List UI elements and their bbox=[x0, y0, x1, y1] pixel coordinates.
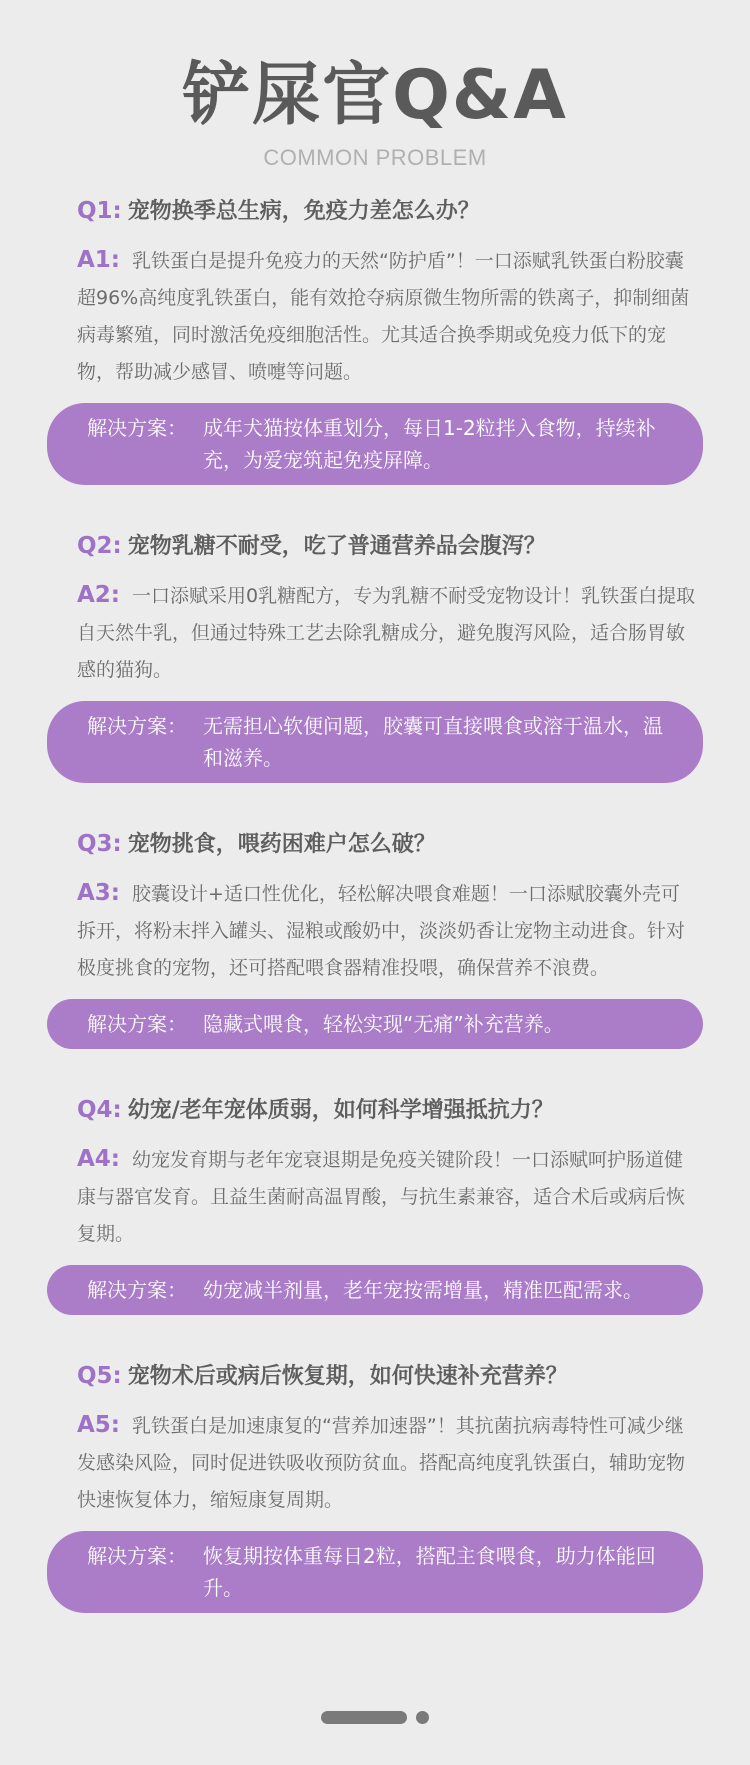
solution-pill bbox=[47, 1265, 703, 1315]
qa-list bbox=[47, 194, 703, 1613]
question-tag: Q3: bbox=[77, 831, 122, 857]
question-text: 宠物换季总生病，免疫力差怎么办？ bbox=[127, 199, 480, 224]
answer-block bbox=[77, 875, 697, 987]
solution-text: 恢复期按体重每日2粒，搭配主食喂食，助力体能回升。 bbox=[203, 1544, 656, 1600]
carousel-indicator bbox=[0, 1711, 750, 1724]
solution-pill bbox=[47, 999, 703, 1049]
question-row bbox=[77, 1359, 703, 1395]
question-row bbox=[77, 1093, 703, 1129]
question-tag: Q2: bbox=[77, 533, 122, 559]
answer-tag: A5: bbox=[77, 1412, 121, 1438]
answer-text: 一口添赋采用0乳糖配方，专为乳糖不耐受宠物设计！乳铁蛋白提取自天然牛乳，但通过特殊工艺去除乳糖成分，避免腹泻风险，适合肠胃敏感的猫狗。 bbox=[77, 585, 696, 681]
solution-pill bbox=[47, 701, 703, 783]
question-text: 幼宠/老年宠体质弱，如何科学增强抵抗力？ bbox=[127, 1098, 554, 1123]
answer-tag: A2: bbox=[77, 582, 121, 608]
solution-label: 解决方案： bbox=[87, 1544, 187, 1568]
qa-item bbox=[47, 529, 703, 783]
question-text: 宠物术后或病后恢复期，如何快速补充营养？ bbox=[127, 1364, 568, 1389]
answer-tag: A3: bbox=[77, 880, 121, 906]
qa-item bbox=[47, 827, 703, 1049]
question-text: 宠物乳糖不耐受，吃了普通营养品会腹泻？ bbox=[127, 534, 546, 559]
solution-text: 隐藏式喂食，轻松实现“无痛”补充营养。 bbox=[203, 1012, 564, 1036]
answer-text: 乳铁蛋白是提升免疫力的天然“防护盾”！一口添赋乳铁蛋白粉胶囊超96%高纯度乳铁蛋白，能有效抢夺病原微生物所需的铁离子，抑制细菌病毒繁殖，同时激活免疫细胞活性。尤其适合换季期或免疫力低下的宠物，帮助减少感冒、喷嚏等问题。 bbox=[77, 250, 690, 383]
solution-label: 解决方案： bbox=[87, 1278, 187, 1302]
question-tag: Q4: bbox=[77, 1097, 122, 1123]
indicator-active-bar[interactable] bbox=[321, 1711, 407, 1724]
indicator-dot[interactable] bbox=[416, 1711, 429, 1724]
question-row bbox=[77, 194, 703, 230]
solution-text: 无需担心软便问题，胶囊可直接喂食或溶于温水，温和滋养。 bbox=[203, 714, 663, 770]
qa-item bbox=[47, 1093, 703, 1315]
solution-text: 成年犬猫按体重划分，每日1-2粒拌入食物，持续补充，为爱宠筑起免疫屏障。 bbox=[203, 416, 656, 472]
question-row bbox=[77, 827, 703, 863]
solution-label: 解决方案： bbox=[87, 416, 187, 440]
question-tag: Q1: bbox=[77, 198, 122, 224]
answer-block bbox=[77, 242, 697, 391]
qa-item bbox=[47, 1359, 703, 1613]
page-subtitle: COMMON PROBLEM bbox=[263, 145, 487, 170]
question-tag: Q5: bbox=[77, 1363, 122, 1389]
answer-block bbox=[77, 577, 697, 689]
solution-text: 幼宠减半剂量，老年宠按需增量，精准匹配需求。 bbox=[203, 1278, 643, 1302]
answer-block bbox=[77, 1407, 697, 1519]
answer-text: 乳铁蛋白是加速康复的“营养加速器”！其抗菌抗病毒特性可减少继发感染风险，同时促进铁吸收预防贫血。搭配高纯度乳铁蛋白，辅助宠物快速恢复体力，缩短康复周期。 bbox=[77, 1415, 686, 1511]
answer-block bbox=[77, 1141, 697, 1253]
solution-pill bbox=[47, 403, 703, 485]
question-row bbox=[77, 529, 703, 565]
answer-text: 幼宠发育期与老年宠衰退期是免疫关键阶段！一口添赋呵护肠道健康与器官发育。且益生菌耐高温胃酸，与抗生素兼容，适合术后或病后恢复期。 bbox=[77, 1149, 686, 1245]
qa-item bbox=[47, 194, 703, 485]
question-text: 宠物挑食，喂药困难户怎么破？ bbox=[127, 832, 436, 857]
answer-tag: A4: bbox=[77, 1146, 121, 1172]
answer-tag: A1: bbox=[77, 247, 121, 273]
answer-text: 胶囊设计+适口性优化，轻松解决喂食难题！一口添赋胶囊外壳可拆开，将粉末拌入罐头、湿粮或酸奶中，淡淡奶香让宠物主动进食。针对极度挑食的宠物，还可搭配喂食器精准投喂，确保营养不浪费。 bbox=[77, 883, 686, 979]
solution-pill bbox=[47, 1531, 703, 1613]
page-title: 铲屎官Q&A bbox=[182, 56, 568, 135]
solution-label: 解决方案： bbox=[87, 714, 187, 738]
solution-label: 解决方案： bbox=[87, 1012, 187, 1036]
